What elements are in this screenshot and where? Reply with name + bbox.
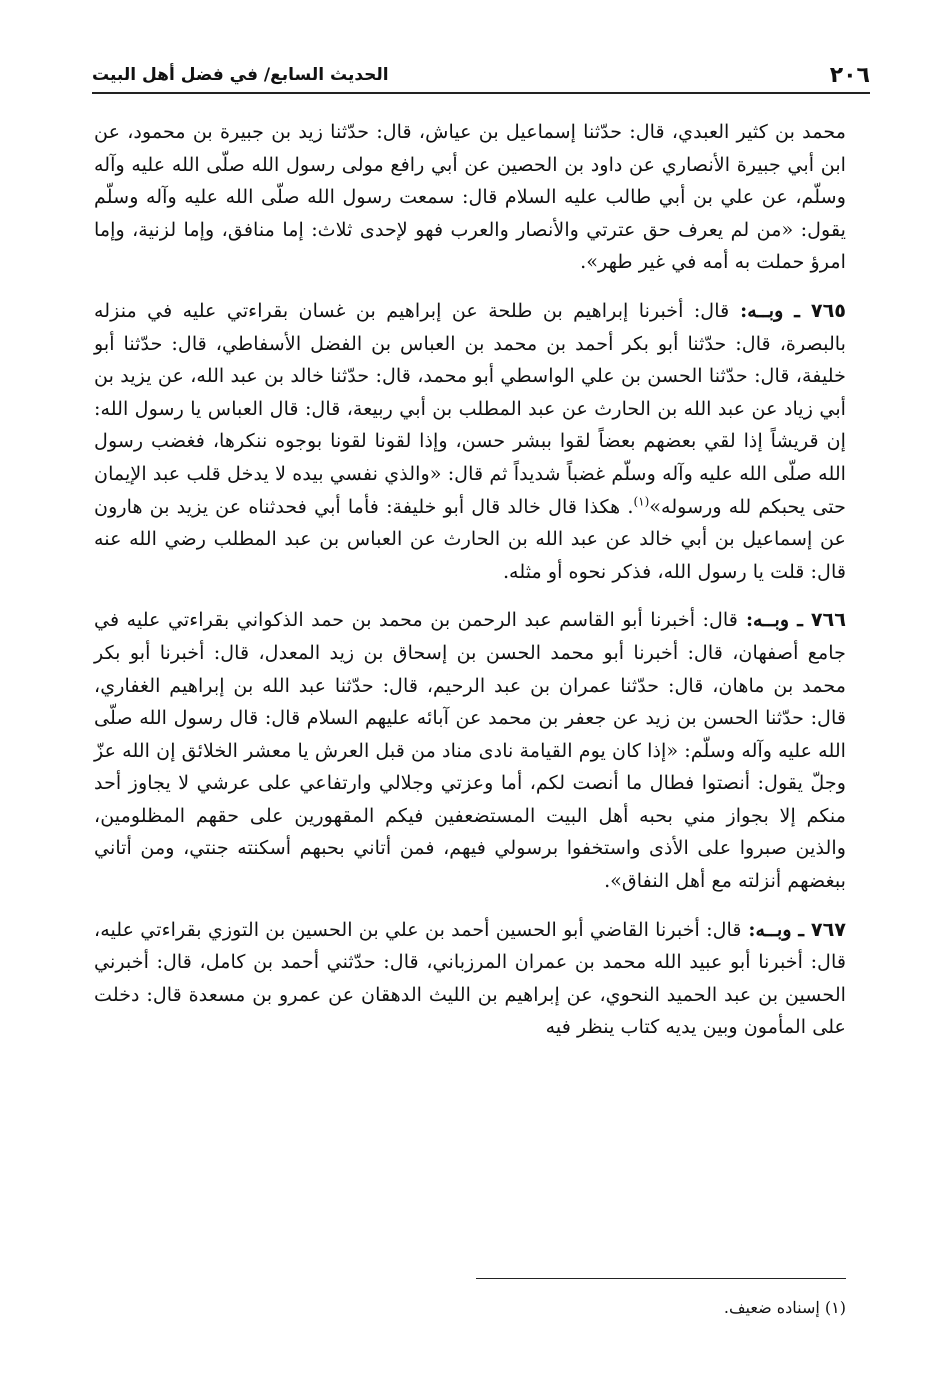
paragraph-text: قال: أخبرنا أبو القاسم عبد الرحمن بن محمد بن حمد الذكواني بقراءتي عليه في جامع أصفهان، قال: أخبرنا أبو محمد الحسن بن إسحاق بن زيد المعدل، قال: أخبرنا أبو بكر محمد بن ماهان، قال: حدّثنا عمران بن عبد الرحيم، قال: حدّثنا عبد الله بن إبراهيم الغفاري، قال: حدّثنا الحسن بن زيد عن جعفر بن محمد عن آبائه عليهم السلام قال: قال رسول الله صلّى الله عليه وآله وسلّم: «إذا كان يوم القيامة نادى مناد من قبل العرش يا معشر الخلائق إن الله عزّ وجلّ يقول: أنصتوا فطال ما أنصت لكم، أما وعزتي وجلالي وارتفاعي على عرشي لا يجاوز أحد منكم إلا بجواز مني بحبه أهل البيت المستضعفين فيكم المقهورين على حقهم المظلومين، والذين صبروا على الأذى واستخفوا برسولي فيهم، فمن أتاني بحبهم أسكنته جنتي، ومن أتاني ببغضهم أنزلته مع أهل النفاق». (94, 608, 846, 893)
page-number: ٢٠٦ (829, 62, 870, 88)
footnote-reference[interactable]: (١) (633, 494, 650, 509)
hadith-marker: ـ وبــه: (737, 608, 811, 632)
hadith-paragraph-765 (94, 295, 846, 588)
page-header (92, 58, 870, 94)
footnote-separator (476, 1278, 846, 1279)
hadith-marker: ـ وبــه: (741, 917, 811, 941)
paragraph-text-after: . هكذا قال خالد قال أبو خليفة: فأما أبي فحدثناه عن يزيد بن هارون عن إسماعيل بن أبي خالد عن عبد الله بن الحارث عن العباس بن عبد المطلب رضي الله عنه قال: قلت يا رسول الله، فذكر نحوه أو مثله. (94, 494, 846, 583)
main-text (94, 116, 846, 1060)
hadith-paragraph-767 (94, 914, 846, 1044)
hadith-number: ٧٦٥ (810, 298, 846, 322)
paragraph-continued (94, 116, 846, 279)
running-title: الحديث السابع/ في فضل أهل البيت (92, 65, 389, 85)
hadith-marker: ـ وبــه: (729, 298, 811, 322)
footnote: (١) إسناده ضعيف. (723, 1298, 846, 1317)
paragraph-text: قال: أخبرنا إبراهيم بن طلحة عن إبراهيم بن غسان بقراءتي عليه في منزله بالبصرة، قال: حدّثنا أبو بكر أحمد بن محمد بن العباس بن الفضل الأسفاطي، قال: حدّثنا أبو خليفة، قال: حدّثنا الحسن بن علي الواسطي أبو محمد، قال: حدّثنا خالد بن عبد الله، عن يزيد بن أبي زياد عن عبد الله بن الحارث عن عبد المطلب بن أبي ربيعة، قال: قال العباس يا رسول الله: إن قريشاً إذا لقي بعضهم بعضاً لقوا ببشر حسن، وإذا لقونا لقونا بوجوه ننكرها، فغضب رسول الله صلّى الله عليه وآله وسلّم غضباً شديداً ثم قال: «والذي نفسي بيده لا يدخل قلب عبد الإيمان حتى يحبكم لله ورسوله» (94, 298, 846, 518)
hadith-number: ٧٦٦ (810, 608, 846, 632)
paragraph-text: محمد بن كثير العبدي، قال: حدّثنا إسماعيل بن عياش، قال: حدّثنا زيد بن جبيرة بن محمود، عن ابن أبي جبيرة الأنصاري عن داود بن الحصين عن أبي رافع مولى رسول الله صلّى الله عليه وآله وسلّم، عن علي بن أبي طالب عليه السلام قال: سمعت رسول الله صلّى الله عليه وآله وسلّم يقول: «من لم يعرف حق عترتي والأنصار والعرب فهو لإحدى ثلاث: إما منافق، وإما لزنية، وإما امرؤ حملت به أمه في غير طهر». (94, 120, 846, 274)
paragraph-text: قال: أخبرنا القاضي أبو الحسين أحمد بن علي بن الحسين بن التوزي بقراءتي عليه، قال: أخبرنا أبو عبيد الله محمد بن عمران المرزباني، قال: حدّثني أحمد بن كامل، قال: أخبرني الحسين بن عبد الحميد النحوي، عن إبراهيم بن الليث الدهقان عن عمرو بن مسعدة قال: دخلت على المأمون وبين يديه كتاب ينظر فيه (94, 917, 846, 1039)
hadith-number: ٧٦٧ (810, 917, 846, 941)
hadith-paragraph-766 (94, 604, 846, 897)
